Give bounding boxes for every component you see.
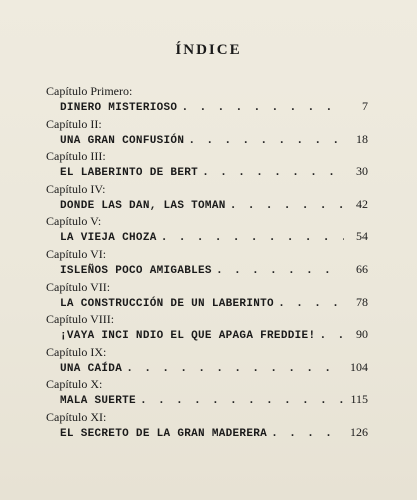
chapter-label: Capítulo IV:: [46, 181, 106, 196]
chapter-line: [60, 98, 368, 114]
chapter-line: [60, 131, 368, 147]
toc-entry: [46, 247, 368, 280]
chapter-title: DONDE LAS DAN, LAS TOMAN: [60, 199, 226, 212]
toc-entry: [46, 182, 368, 215]
page-number: 18: [356, 131, 368, 146]
chapter-title: EL LABERINTO DE BERT: [60, 167, 199, 180]
chapter-label: Capítulo VII:: [46, 279, 111, 294]
chapter-title: LA VIEJA CHOZA: [60, 232, 157, 245]
chapter-line: [60, 326, 368, 342]
toc-entry: [46, 280, 368, 313]
table-of-contents: [46, 84, 368, 443]
chapter-title: UNA GRAN CONFUSIÓN: [60, 134, 185, 147]
chapter-line: [60, 196, 368, 212]
toc-entry: [46, 312, 368, 345]
dot-leader: [218, 261, 344, 277]
chapter-title: LA CONSTRUCCIÓN DE UN LABERINTO: [60, 297, 274, 310]
chapter-label: Capítulo V:: [46, 214, 102, 229]
toc-entry: [46, 410, 368, 443]
toc-entry: [46, 117, 368, 150]
chapter-label: Capítulo VI:: [46, 246, 107, 261]
page-title: ÍNDICE: [175, 42, 242, 58]
chapter-label: Capítulo II:: [46, 116, 102, 131]
dot-leader: [163, 228, 344, 244]
dot-leader: [232, 196, 344, 212]
page-number: 66: [356, 261, 368, 276]
chapter-title: UNA CAÍDA: [60, 362, 123, 375]
chapter-title: DINERO MISTERIOSO: [60, 102, 178, 114]
page-number: 104: [350, 359, 368, 374]
page-number: 78: [356, 294, 368, 309]
chapter-label: Capítulo III:: [46, 149, 106, 164]
dot-leader: [142, 391, 344, 407]
chapter-title: ¡VAYA INCI NDIO EL QUE APAGA FREDDIE!: [60, 330, 316, 343]
dot-leader: [204, 163, 344, 179]
dot-leader: [321, 326, 344, 342]
chapter-line: [60, 261, 368, 277]
chapter-line: [60, 163, 368, 179]
dot-leader: [190, 131, 344, 147]
chapter-line: [60, 294, 368, 310]
chapter-label: Capítulo XI:: [46, 409, 107, 424]
chapter-title: ISLEÑOS POCO AMIGABLES: [60, 264, 212, 277]
dot-leader: [128, 359, 344, 375]
chapter-line: [60, 424, 368, 440]
toc-entry: [46, 345, 368, 378]
chapter-line: [60, 228, 368, 244]
chapter-title: EL SECRETO DE LA GRAN MADERERA: [60, 427, 268, 440]
page-number: 7: [362, 99, 368, 113]
toc-entry: [46, 149, 368, 182]
dot-leader: [280, 294, 344, 310]
chapter-line: [60, 391, 368, 407]
page-number: 42: [356, 196, 368, 211]
dot-leader: [273, 424, 344, 440]
chapter-label: Capítulo Primero:: [46, 84, 133, 98]
page-number: 30: [356, 164, 368, 179]
page-number: 90: [356, 327, 368, 342]
dot-leader: [183, 98, 344, 114]
toc-entry: [46, 377, 368, 410]
page-number: 126: [350, 424, 368, 439]
chapter-line: [60, 359, 368, 375]
toc-entry: [46, 214, 368, 247]
chapter-label: Capítulo X:: [46, 377, 103, 392]
chapter-label: Capítulo VIII:: [46, 312, 115, 327]
chapter-label: Capítulo IX:: [46, 344, 107, 359]
page-number: 54: [356, 229, 368, 244]
chapter-title: MALA SUERTE: [60, 395, 136, 408]
toc-entry: [46, 84, 368, 117]
page-number: 115: [350, 392, 368, 407]
